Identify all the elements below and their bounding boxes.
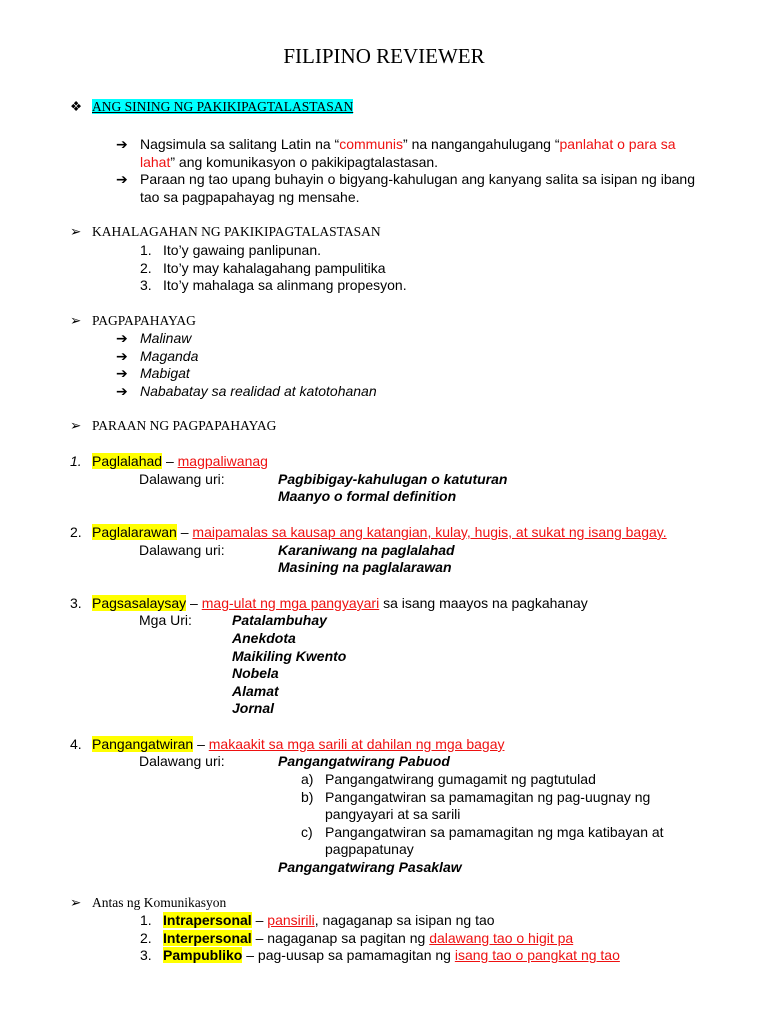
section-5-heading-row bbox=[70, 895, 226, 911]
section-4-heading-row bbox=[70, 418, 276, 434]
paraan-3-row bbox=[70, 595, 588, 611]
list-item-number: 2. bbox=[140, 930, 152, 946]
s1-para1-line2 bbox=[140, 154, 438, 170]
section-1-heading-row bbox=[70, 99, 353, 115]
term: Pampubliko bbox=[163, 947, 243, 963]
types-label: Dalawang uri: bbox=[139, 542, 225, 558]
type-item: Pagbibigay-kahulugan o katuturan bbox=[278, 471, 508, 487]
dash: – bbox=[176, 524, 193, 540]
section-2-heading-row bbox=[70, 224, 381, 240]
arrow-icon: ➔ bbox=[116, 365, 128, 381]
red-text: lahat bbox=[140, 154, 171, 170]
arrowhead-bullet-icon: ➢ bbox=[70, 895, 82, 910]
list-item-number: 3. bbox=[140, 947, 152, 963]
arrow-icon: ➔ bbox=[116, 136, 128, 152]
s1-para1-line1 bbox=[140, 136, 675, 152]
types-label: Mga Uri: bbox=[139, 612, 192, 628]
definition: magpaliwanag bbox=[177, 453, 268, 469]
dash: – bbox=[186, 595, 202, 611]
antas-item-3 bbox=[163, 947, 620, 963]
list-item: Ito’y gawaing panlipunan. bbox=[163, 242, 322, 258]
item-number: 4. bbox=[70, 736, 82, 752]
type-item: Maanyo o formal definition bbox=[278, 488, 457, 504]
arrowhead-bullet-icon: ➢ bbox=[70, 418, 82, 433]
sub-item: Pangangatwirang gumagamit ng pagtutulad bbox=[325, 771, 596, 787]
paraan-2-row bbox=[70, 524, 667, 540]
text-span: – pag-uusap sa pamamagitan ng bbox=[242, 947, 455, 963]
type-item: Anekdota bbox=[232, 630, 296, 646]
section-3-heading: PAGPAPAHAYAG bbox=[92, 313, 196, 328]
antas-item-2 bbox=[163, 930, 573, 946]
section-5-heading: Antas ng Komunikasyon bbox=[92, 895, 227, 910]
text-span: sa isang maayos na pagkahanay bbox=[379, 595, 588, 611]
item-number: 3. bbox=[70, 595, 82, 611]
list-item-number: 1. bbox=[140, 912, 152, 928]
red-text: isang tao o pangkat ng tao bbox=[454, 947, 620, 963]
text-span: , nagaganap sa isipan ng tao bbox=[314, 912, 495, 928]
antas-item-1 bbox=[163, 912, 495, 928]
text-span: Nagsimula sa salitang Latin na “ bbox=[140, 136, 340, 152]
red-text: communis bbox=[339, 136, 404, 152]
sub-item: Pangangatwiran sa pamamagitan ng mga katibayan at bbox=[325, 824, 664, 840]
definition: makaakit sa mga sarili at dahilan ng mga bagay bbox=[208, 736, 505, 752]
list-item-number: 1. bbox=[140, 242, 152, 258]
sub-item-cont: pangyayari at sa sarili bbox=[325, 806, 461, 822]
arrow-icon: ➔ bbox=[116, 383, 128, 399]
text-span: – nagaganap sa pagitan ng bbox=[251, 930, 430, 946]
page-title: FILIPINO REVIEWER bbox=[283, 44, 485, 68]
arrow-icon: ➔ bbox=[116, 348, 128, 364]
red-text: pansirili bbox=[267, 912, 315, 928]
type-item: Pangangatwirang Pasaklaw bbox=[278, 859, 462, 875]
definition: mag-ulat ng mga pangyayari bbox=[201, 595, 380, 611]
term: Paglalahad bbox=[92, 453, 163, 469]
list-item-number: 2. bbox=[140, 260, 152, 276]
term: Interpersonal bbox=[163, 930, 252, 946]
item-number: 2. bbox=[70, 524, 82, 540]
sub-item-letter: c) bbox=[301, 824, 313, 840]
sub-item-cont: pagpapatunay bbox=[325, 841, 414, 857]
text-span: ” na nangangahulugang “ bbox=[403, 136, 560, 152]
type-item: Karaniwang na paglalahad bbox=[278, 542, 455, 558]
type-item: Pangangatwirang Pabuod bbox=[278, 753, 450, 769]
sub-item-letter: b) bbox=[301, 789, 314, 805]
definition: maipamalas sa kausap ang katangian, kulay, hugis, at sukat ng isang bagay. bbox=[192, 524, 667, 540]
types-label: Dalawang uri: bbox=[139, 753, 225, 769]
sub-item: Pangangatwiran sa pamamagitan ng pag-uugnay ng bbox=[325, 789, 651, 805]
text-span: ” ang komunikasyon o pakikipagtalastasan. bbox=[170, 154, 439, 170]
dash: – bbox=[162, 453, 178, 469]
red-text: dalawang tao o higit pa bbox=[429, 930, 574, 946]
term: Paglalarawan bbox=[92, 524, 177, 540]
term: Pagsasalaysay bbox=[92, 595, 187, 611]
list-item: Nababatay sa realidad at katotohanan bbox=[140, 383, 377, 399]
term: Intrapersonal bbox=[163, 912, 252, 928]
type-item: Alamat bbox=[232, 683, 279, 699]
section-2-heading: KAHALAGAHAN NG PAKIKIPAGTALASTASAN bbox=[92, 224, 381, 239]
section-4-heading: PARAAN NG PAGPAPAHAYAG bbox=[92, 418, 277, 433]
list-item: Ito’y mahalaga sa alinmang propesyon. bbox=[163, 277, 407, 293]
paraan-4-row bbox=[70, 736, 504, 752]
sub-item-letter: a) bbox=[301, 771, 314, 787]
dash: – bbox=[193, 736, 209, 752]
type-item: Nobela bbox=[232, 665, 279, 681]
type-item: Jornal bbox=[232, 700, 275, 716]
list-item-number: 3. bbox=[140, 277, 152, 293]
type-item: Patalambuhay bbox=[232, 612, 327, 628]
list-item: Mabigat bbox=[140, 365, 190, 381]
list-item: Malinaw bbox=[140, 330, 192, 346]
s1-para2-line1: Paraan ng tao upang buhayin o bigyang-kahulugan ang kanyang salita sa isipan ng ibang bbox=[140, 171, 695, 187]
list-item: Maganda bbox=[140, 348, 199, 364]
dash: – bbox=[251, 912, 268, 928]
s1-para2-line2: tao sa pagpapahayag ng mensahe. bbox=[140, 189, 360, 205]
term: Pangangatwiran bbox=[92, 736, 194, 752]
arrow-icon: ➔ bbox=[116, 171, 128, 187]
section-1-heading: ANG SINING NG PAKIKIPAGTALASTASAN bbox=[92, 99, 354, 114]
item-number: 1. bbox=[70, 453, 82, 469]
arrow-icon: ➔ bbox=[116, 330, 128, 346]
type-item: Maikiling Kwento bbox=[232, 648, 347, 664]
red-text: panlahat o para sa bbox=[559, 136, 676, 152]
diamond-bullet-icon: ❖ bbox=[70, 99, 83, 114]
types-label: Dalawang uri: bbox=[139, 471, 225, 487]
paraan-1-row bbox=[70, 453, 268, 469]
arrowhead-bullet-icon: ➢ bbox=[70, 313, 82, 328]
type-item: Masining na paglalarawan bbox=[278, 559, 452, 575]
arrowhead-bullet-icon: ➢ bbox=[70, 224, 82, 239]
list-item: Ito’y may kahalagahang pampulitika bbox=[163, 260, 386, 276]
section-3-heading-row bbox=[70, 313, 196, 329]
